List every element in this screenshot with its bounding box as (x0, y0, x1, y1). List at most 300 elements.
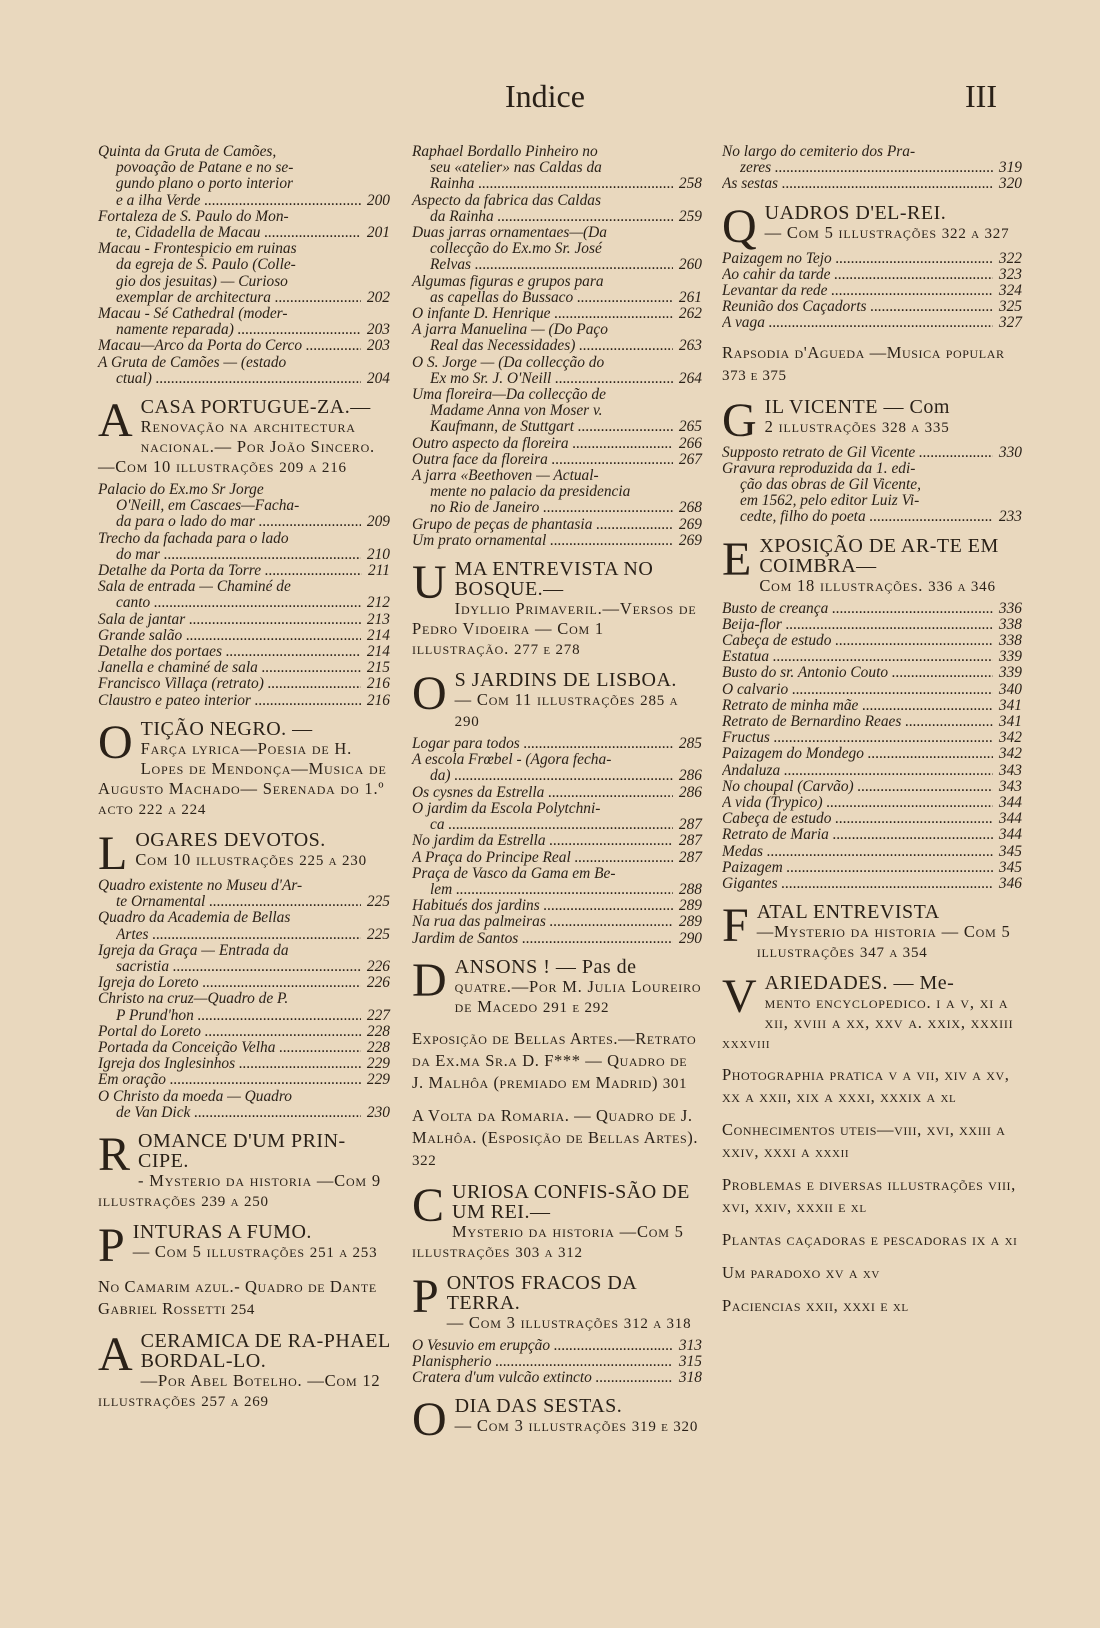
section-heading (412, 953, 702, 1018)
entry-line (722, 811, 1022, 827)
entry-page: 266 (678, 434, 702, 452)
entry-title: Retrato de Bernardino Reaes ..... (722, 714, 993, 730)
entry-page: 341 (998, 696, 1022, 714)
entry-page: 269 (678, 531, 702, 549)
section-title: IL VICENTE — Com (764, 395, 950, 418)
entry-line (722, 876, 1022, 892)
index-entry (412, 144, 702, 193)
entry-line: gio dos jesuitas) — Curioso (116, 272, 288, 290)
index-entry (412, 866, 702, 898)
section-heading (412, 1105, 702, 1172)
entry-title: Supposto retrato de Gil Vicente ..... (722, 445, 993, 461)
index-entry (412, 306, 702, 322)
section-title: A Volta da Romaria. — Quadro de J. Malhôa. (Esposição de Bellas Artes). 322 (412, 1105, 699, 1169)
section-title: S JARDINS DE LISBOA. (454, 669, 677, 692)
entry-title: ca ..... (430, 817, 673, 833)
section-pages: 251 a 253 (309, 1244, 378, 1261)
entry-title: canto ..... (116, 595, 361, 611)
index-entry (722, 617, 1022, 633)
entry-line (412, 1338, 702, 1354)
section-subtitle: — Com 3 illustrações 312 a 318 (446, 1312, 692, 1332)
index-column-1 (98, 144, 390, 1416)
index-entry (98, 579, 390, 611)
index-entry (722, 860, 1022, 876)
entry-line (412, 306, 702, 322)
section-heading (412, 1028, 702, 1095)
entry-page: 286 (678, 767, 702, 785)
index-entry (98, 975, 390, 991)
entry-title: Rainha ..... (430, 176, 673, 192)
entry-page: 287 (678, 832, 702, 850)
section-title: Um paradoxo xv a xv (722, 1263, 880, 1283)
section-title: OGARES DEVOTOS. (135, 828, 326, 851)
entry-line (412, 338, 702, 354)
entry-page: 216 (366, 675, 390, 693)
entry-title: Portada da Conceição Velha ..... (98, 1040, 361, 1056)
entry-title: Paizagem do Mondego ..... (722, 746, 993, 762)
entry-line (722, 601, 1022, 617)
entry-line (412, 533, 702, 549)
entry-page: 342 (998, 729, 1022, 747)
index-entry (722, 445, 1022, 461)
entry-line (98, 612, 390, 628)
entry-line (98, 676, 390, 692)
entry-title: Claustro e pateo interior ..... (98, 693, 361, 709)
section-title: Conhecimentos uteis—viii, xvi, xxiii a xxiv, xxxi a xxxii (722, 1120, 1006, 1162)
entry-title: namente reparada) ..... (116, 322, 361, 338)
entry-line (98, 563, 390, 579)
entry-title: Relvas ..... (430, 257, 673, 273)
entry-line (98, 514, 390, 530)
section-subtitle: Com 18 illustrações. 336 a 346 (759, 575, 996, 595)
index-entry (412, 193, 702, 225)
index-entry (98, 644, 390, 660)
drop-cap: F (722, 899, 749, 953)
index-entry (98, 1056, 390, 1072)
section-pages: 277 e 278 (513, 642, 581, 659)
entry-line (412, 882, 702, 898)
entry-line: O jardim da Escola Polytchni- (412, 799, 601, 817)
section-heading (98, 1127, 390, 1212)
drop-cap: G (722, 393, 757, 447)
drop-cap: V (722, 970, 757, 1024)
index-entry (412, 322, 702, 354)
entry-line (722, 795, 1022, 811)
entry-title: Fructus ..... (722, 730, 993, 746)
entry-line: collecção do Ex.mo Sr. José (430, 240, 602, 258)
entry-line (98, 322, 390, 338)
entry-line: A escola Frœbel - (Agora fecha- (412, 751, 612, 769)
index-entry (412, 517, 702, 533)
section-pages: 322 (412, 1152, 437, 1169)
index-entry (722, 779, 1022, 795)
section-title: Problemas e diversas illustrações viii, xvi, xxiv, xxxii e xl (722, 1175, 1016, 1217)
entry-title: Detalhe da Porta da Torre ..... (98, 563, 362, 579)
section-pages: 322 a 327 (941, 225, 1010, 242)
entry-title: Na rua das palmeiras ..... (412, 914, 673, 930)
section-title: Rapsodia d'Agueda —Musica popular 373 e 375 (722, 342, 1005, 384)
entry-page: 287 (678, 848, 702, 866)
section-pages: 336 a 346 (928, 578, 996, 595)
entry-title: de Van Dick ..... (116, 1105, 361, 1121)
index-entry (722, 827, 1022, 843)
entry-title: A vaga ..... (722, 315, 993, 331)
entry-title: da) ..... (430, 768, 673, 784)
entry-line (412, 517, 702, 533)
entry-title: Janella e chaminé de sala ..... (98, 660, 361, 676)
section-heading (722, 899, 1022, 963)
entry-title: Detalhe dos portaes ..... (98, 644, 361, 660)
entry-page: 344 (998, 810, 1022, 828)
entry-title: Cratera d'um vulcão extincto ..... (412, 1370, 673, 1386)
index-entry (98, 338, 390, 354)
index-entry (412, 533, 702, 549)
index-entry (722, 876, 1022, 892)
drop-cap: O (412, 1393, 447, 1447)
index-entry (98, 943, 390, 975)
section-subtitle: Com 10 illustrações 225 a 230 (135, 849, 367, 869)
entry-line: seu «atelier» nas Caldas da (430, 159, 602, 177)
drop-cap: L (98, 826, 128, 880)
entry-line (98, 693, 390, 709)
entry-title: Cabeça de estudo ..... (722, 811, 993, 827)
entry-line (722, 682, 1022, 698)
entry-page: 338 (998, 615, 1022, 633)
entry-page: 228 (366, 1038, 390, 1056)
entry-title: O Vesuvio em erupção ..... (412, 1338, 673, 1354)
entry-title: Ao cahir da tarde ..... (722, 267, 993, 283)
section-heading (722, 1262, 1022, 1285)
index-entry (412, 931, 702, 947)
entry-line: em 1562, pelo editor Luiz Vi- (740, 492, 920, 510)
section-heading (98, 394, 390, 478)
entry-line: A jarra «Beethoven — Actual- (412, 467, 599, 485)
entry-line (412, 1370, 702, 1386)
section-pages: 285 a 290 (454, 693, 679, 731)
section-pages: 328 a 335 (881, 419, 950, 436)
entry-title: Grupo de peças de phantasia ..... (412, 517, 673, 533)
entry-page: 319 (998, 159, 1022, 177)
index-entry (412, 736, 702, 752)
entry-page: 259 (678, 207, 702, 225)
entry-line (98, 290, 390, 306)
entry-line: mente no palacio da presidencia (430, 483, 631, 501)
entry-page: 215 (366, 659, 390, 677)
entry-title: A Praça do Principe Real ..... (412, 850, 673, 866)
entry-title: Busto de creança ..... (722, 601, 993, 617)
entry-page: 213 (366, 610, 390, 628)
entry-line: Uma floreira—Da collecção de (412, 386, 606, 404)
entry-page: 323 (998, 265, 1022, 283)
section-title: CERAMICA DE RA-PHAEL BORDAL-LO. (140, 1329, 390, 1372)
entry-line: Macau - Frontespicio em ruinas (98, 240, 297, 258)
section-pages: xxxii (814, 1145, 850, 1162)
entry-line (98, 894, 390, 910)
section-title: Photographia pratica v a vii, xiv a xv, xx a xxii, xix a xxxi, xxxix a xl (722, 1065, 1010, 1107)
section-subtitle: 2 illustrações 328 a 335 (764, 416, 950, 436)
entry-page: 202 (366, 288, 390, 306)
entry-page: 289 (678, 897, 702, 915)
section-pages: 303 a 312 (515, 1244, 583, 1261)
entry-page: 228 (366, 1022, 390, 1040)
entry-page: 262 (678, 305, 702, 323)
section-pages: 254 (230, 1301, 256, 1318)
index-entry (722, 682, 1022, 698)
entry-line (412, 371, 702, 387)
entry-title: Medas ..... (722, 844, 993, 860)
index-entry (722, 795, 1022, 811)
entry-page: 229 (366, 1071, 390, 1089)
entry-line: A Gruta de Camões — (estado (98, 353, 287, 371)
section-title: ARIEDADES. — Me- (764, 972, 955, 995)
index-entry (722, 283, 1022, 299)
entry-page: 290 (678, 929, 702, 947)
page-title: Indice (505, 78, 585, 114)
entry-title: exemplar de architectura ..... (116, 290, 361, 306)
entry-line: A jarra Manuelina — (Do Paço (412, 321, 608, 339)
entry-page: 325 (998, 298, 1022, 316)
section-title: URIOSA CONFIS-SÃO DE UM REI.— (452, 1180, 690, 1223)
drop-cap: Q (722, 199, 757, 253)
index-entry (722, 763, 1022, 779)
entry-line: povoação de Patane e no se- (116, 159, 294, 177)
section-heading (722, 532, 1022, 597)
entry-line (98, 644, 390, 660)
entry-line (722, 633, 1022, 649)
entry-line: Quadro existente no Museu d'Ar- (98, 876, 303, 894)
entry-title: As sestas ..... (722, 176, 993, 192)
entry-page: 336 (998, 599, 1022, 617)
section-heading (722, 970, 1022, 1054)
index-entry (722, 730, 1022, 746)
entry-page: 327 (998, 314, 1022, 332)
entry-title: O calvario ..... (722, 682, 993, 698)
section-heading (722, 1064, 1022, 1109)
entry-line: O'Neill, em Cascaes—Facha- (116, 497, 300, 515)
entry-line: Christo na cruz—Quadro de P. (98, 990, 289, 1008)
index-column-2 (412, 143, 702, 1447)
entry-page: 340 (998, 680, 1022, 698)
entry-title: as capellas do Bussaco ..... (430, 290, 673, 306)
drop-cap: R (98, 1127, 131, 1181)
index-entry (722, 144, 1022, 176)
entry-title: da para o lado do mar ..... (116, 514, 361, 530)
index-entry (98, 209, 390, 241)
entry-line: Quinta da Gruta de Camões, (98, 143, 277, 160)
entry-page: 260 (678, 256, 702, 274)
section-subtitle: —Por Abel Botelho. —Com 12 illustrações 257 a 269 (98, 1370, 381, 1410)
entry-line (98, 371, 390, 387)
entry-line (412, 419, 702, 435)
entry-page: 227 (366, 1006, 390, 1024)
entry-line (98, 595, 390, 611)
section-subtitle: quatre.—Por M. Julia Loureiro de Macedo 291 e 292 (454, 976, 702, 1016)
section-heading (98, 1218, 390, 1272)
page-header (0, 78, 1100, 124)
section-subtitle: - Mysterio da historia —Com 9 illustrações 239 a 250 (98, 1170, 381, 1210)
entry-line: No largo do cemiterio dos Pra- (722, 143, 916, 160)
entry-line (722, 665, 1022, 681)
entry-line (722, 746, 1022, 762)
entry-line (98, 1024, 390, 1040)
entry-line (412, 850, 702, 866)
entry-line (722, 827, 1022, 843)
entry-line (722, 844, 1022, 860)
index-entry (412, 274, 702, 306)
page-number: III (965, 78, 997, 114)
entry-line (412, 209, 702, 225)
entry-page: 233 (998, 508, 1022, 526)
section-heading (412, 1393, 702, 1447)
entry-line (412, 452, 702, 468)
index-entry (412, 468, 702, 517)
entry-title: sacristia ..... (116, 959, 361, 975)
entry-title: A vida (Trypico) ..... (722, 795, 993, 811)
entry-page: 343 (998, 777, 1022, 795)
entry-page: 343 (998, 761, 1022, 779)
entry-line (722, 649, 1022, 665)
section-pages: 257 a 269 (201, 1393, 269, 1410)
entry-line (412, 914, 702, 930)
index-entry (98, 693, 390, 709)
entry-line (412, 785, 702, 801)
entry-line (412, 736, 702, 752)
entry-line (722, 267, 1022, 283)
entry-line: Raphael Bordallo Pinheiro no (412, 143, 598, 160)
drop-cap: A (98, 1327, 133, 1381)
section-pages: 222 a 224 (138, 801, 207, 818)
entry-line: Gravura reproduzida da 1. edi- (722, 459, 916, 477)
index-entry (98, 910, 390, 942)
index-entry (412, 914, 702, 930)
index-entry (98, 482, 390, 531)
section-subtitle: Mysterio da historia —Com 5 illustrações 303 a 312 (412, 1221, 684, 1261)
entry-title: Cabeça de estudo ..... (722, 633, 993, 649)
entry-line (412, 817, 702, 833)
entry-page: 267 (678, 450, 702, 468)
entry-title: Grande salão ..... (98, 628, 361, 644)
entry-title: Reunião dos Caçadorts ..... (722, 299, 993, 315)
entry-line (98, 660, 390, 676)
entry-title: Paizagem no Tejo ..... (722, 251, 993, 267)
entry-title: Igreja dos Inglesinhos ..... (98, 1056, 361, 1072)
section-subtitle: — Com 11 illustrações 285 a 290 (454, 690, 679, 731)
entry-title: te Ornamental ..... (116, 894, 361, 910)
entry-page: 338 (998, 632, 1022, 650)
entry-page: 225 (366, 925, 390, 943)
index-entry (412, 387, 702, 436)
section-heading (98, 1327, 390, 1412)
entry-line (722, 779, 1022, 795)
entry-line: Aspecto da fabrica das Caldas (412, 191, 601, 209)
section-pages: xl (892, 1299, 909, 1316)
entry-line (412, 436, 702, 452)
entry-line (722, 299, 1022, 315)
entry-title: lem ..... (430, 882, 673, 898)
entry-title: da Rainha ..... (430, 209, 673, 225)
drop-cap: A (98, 394, 133, 448)
index-entry (98, 991, 390, 1023)
entry-line (722, 251, 1022, 267)
entry-page: 258 (678, 175, 702, 193)
section-title: MA ENTREVISTA NO BOSQUE.— (454, 558, 654, 601)
entry-title: Planispherio ..... (412, 1354, 673, 1370)
section-heading (98, 1276, 390, 1321)
entry-line: O Christo da moeda — Quadro (98, 1087, 292, 1105)
entry-page: 214 (366, 626, 390, 644)
index-entry (722, 176, 1022, 192)
index-entry (722, 633, 1022, 649)
entry-title: No choupal (Carvão) ..... (722, 779, 993, 795)
entry-title: Estatua ..... (722, 649, 993, 665)
entry-title: O infante D. Henrique ..... (412, 306, 673, 322)
entry-line (722, 730, 1022, 746)
entry-title: Retrato de minha mãe ..... (722, 698, 993, 714)
entry-line: Duas jarras ornamentaes—(Da (412, 224, 607, 242)
entry-page: 204 (366, 369, 390, 387)
section-title: Exposição de Bellas Artes.—Retrato da Ex.ma Sr.a D. F*** — Quadro de J. Malhôa (premiado em Madrid) 301 (412, 1028, 697, 1092)
entry-line (98, 1056, 390, 1072)
entry-line: Trecho da fachada para o lado (98, 529, 289, 547)
index-entry (98, 612, 390, 628)
index-entry (722, 601, 1022, 617)
entry-page: 268 (678, 499, 702, 517)
section-heading (722, 1229, 1022, 1252)
index-entry (98, 628, 390, 644)
entry-page: 216 (366, 691, 390, 709)
index-entry (98, 355, 390, 387)
entry-title: Habitués dos jardins ..... (412, 898, 673, 914)
section-subtitle: — Com 5 illustrações 322 a 327 (764, 222, 1010, 242)
entry-title: Andaluza ..... (722, 763, 993, 779)
entry-page: 265 (678, 418, 702, 436)
section-pages: xl (850, 1200, 867, 1217)
index-entry (412, 436, 702, 452)
entry-title: Retrato de Maria ..... (722, 827, 993, 843)
entry-title: te, Cidadella de Macau ..... (116, 225, 361, 241)
entry-line (722, 283, 1022, 299)
entry-title: zeres ..... (740, 160, 993, 176)
entry-title: Um prato ornamental ..... (412, 533, 673, 549)
drop-cap: D (412, 953, 447, 1007)
index-entry (412, 898, 702, 914)
index-entry (412, 833, 702, 849)
entry-title: e a ilha Verde ..... (116, 193, 361, 209)
entry-page: 344 (998, 826, 1022, 844)
entry-line (98, 1040, 390, 1056)
entry-title: Kaufmann, de Stuttgart ..... (430, 419, 673, 435)
entry-page: 261 (678, 288, 702, 306)
entry-title: No jardim da Estrella ..... (412, 833, 673, 849)
entry-page: 286 (678, 783, 702, 801)
section-heading (722, 1174, 1022, 1219)
entry-page: 313 (678, 1336, 702, 1354)
index-entry (722, 698, 1022, 714)
index-entry (722, 811, 1022, 827)
entry-page: 264 (678, 369, 702, 387)
section-title: XPOSIÇÃO DE AR-TE EM COIMBRA— (759, 534, 999, 577)
entry-page: 263 (678, 337, 702, 355)
entry-title: Igreja do Loreto ..... (98, 975, 361, 991)
entry-title: Portal do Loreto ..... (98, 1024, 361, 1040)
section-pages: 239 a 250 (201, 1193, 269, 1210)
section-title: Plantas caçadoras e pescadoras ix a xi (722, 1230, 1018, 1250)
section-pages: xv (862, 1266, 880, 1283)
index-entry (722, 649, 1022, 665)
index-entry (722, 714, 1022, 730)
index-entry (98, 676, 390, 692)
entry-line: Algumas figuras e grupos para (412, 272, 604, 290)
